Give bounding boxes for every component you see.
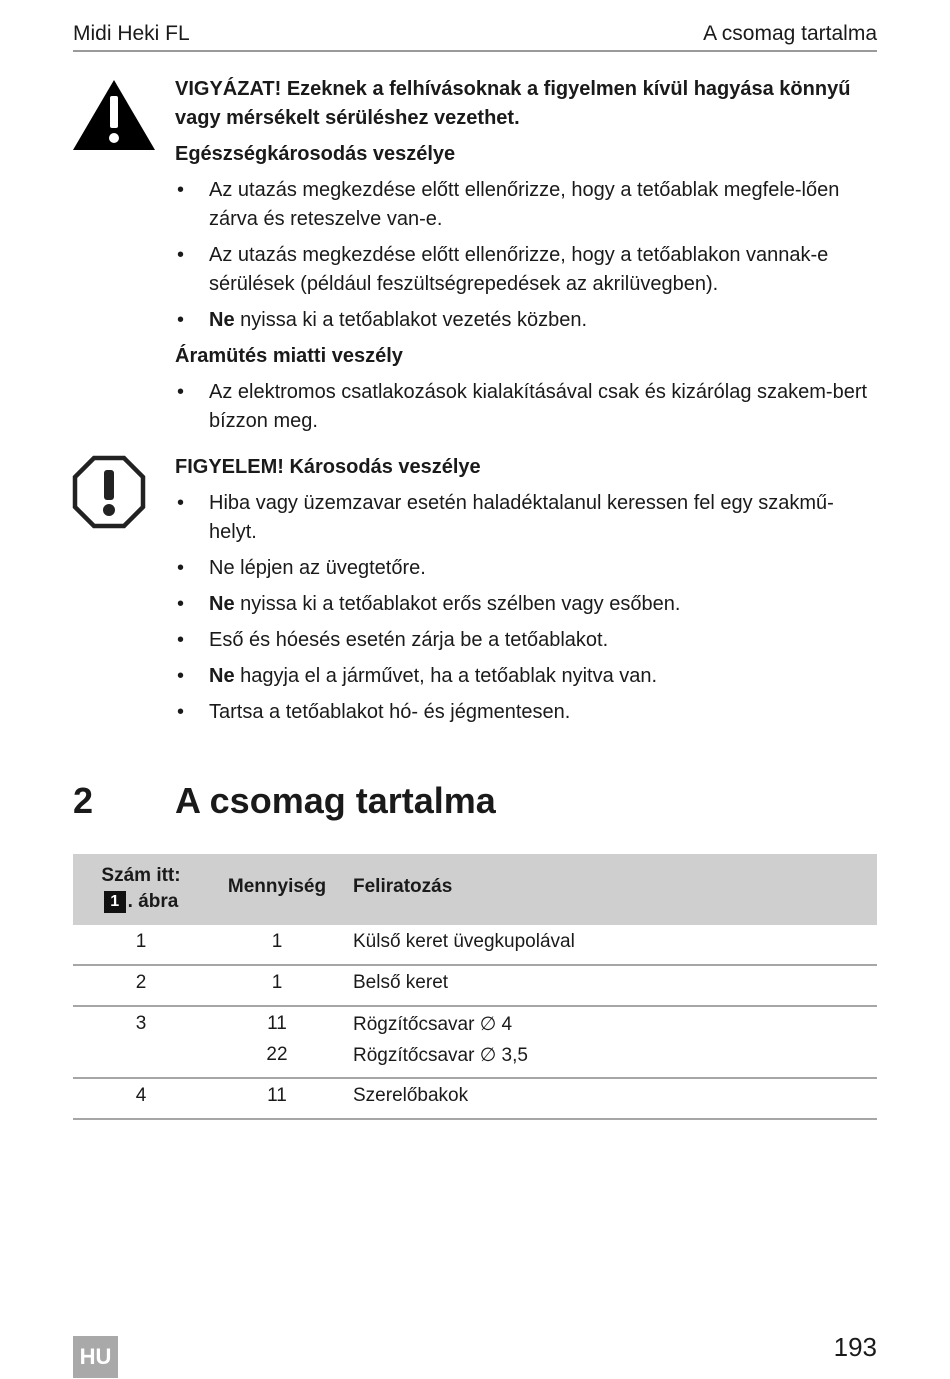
cell-quantity: 22 [266, 1044, 288, 1065]
notice-title: FIGYELEM! Károsodás veszélye [175, 456, 481, 478]
column-header-quantity: Mennyiség [227, 876, 327, 897]
page-number: 193 [833, 1332, 877, 1362]
section-heading-electric: Áramütés miatti veszély [175, 345, 403, 367]
column-header-number [73, 863, 209, 915]
cell-number: 4 [135, 1085, 147, 1106]
list-item [175, 626, 877, 655]
cell-quantity: 1 [271, 972, 283, 993]
bullet-text: Az utazás megkezdése előtt ellenőrizze, hogy a tetőablak megfele-lően zárva és reteszelve van-e. [209, 179, 840, 230]
list-item [175, 378, 877, 436]
cell-number: 1 [135, 931, 147, 952]
bullet-text: Az elektromos csatlakozások kialakításával csak és kizárólag szakem-bert bízzon meg. [209, 381, 868, 432]
bullet-text: Tartsa a tetőablakot hó- és jégmentesen. [209, 701, 571, 723]
cell-quantity: 1 [271, 931, 283, 952]
section-heading-health: Egészségkárosodás veszélye [175, 143, 456, 165]
bullet-text: Az utazás megkezdése előtt ellenőrizze, hogy a tetőablakon vannak-e sérülések (például feszültségrepedések az akrilüvegben). [209, 244, 829, 295]
bullet-text: Hiba vagy üzemzavar esetén haladéktalanul keressen fel egy szakmű-helyt. [209, 492, 834, 543]
contents-table [73, 854, 877, 1120]
bullet-text: nyissa ki a tetőablakot erős szélben vagy esőben. [234, 593, 681, 615]
list-item [175, 176, 877, 234]
list-item [175, 241, 877, 299]
header-product-name: Midi Heki FL [73, 22, 190, 45]
cell-label: Külső keret üvegkupolával [353, 931, 575, 952]
bullet-bold: Ne [209, 309, 235, 331]
cell-label: Belső keret [353, 972, 449, 993]
bullet-text: Ne lépjen az üvegtetőre. [209, 557, 426, 579]
cell-number: 3 [135, 1013, 147, 1034]
cell-label: Rögzítőcsavar ∅ 3,5 [353, 1045, 528, 1066]
table-header [73, 854, 877, 925]
bullet-text: nyissa ki a tetőablakot vezetés közben. [234, 309, 587, 331]
cell-quantity: 11 [267, 1013, 287, 1034]
cell-quantity: 11 [267, 1085, 287, 1106]
language-badge: HU [73, 1336, 118, 1378]
figure-reference-badge: 1 [104, 891, 126, 913]
table-row [73, 1007, 877, 1079]
caution-block [175, 75, 877, 436]
bullet-bold: Ne [209, 593, 235, 615]
notice-octagon-icon [72, 455, 146, 529]
bullet-text: Eső és hóesés esetén zárja be a tetőablakot. [209, 629, 609, 651]
bullet-bold: Ne [209, 665, 235, 687]
list-item [175, 306, 877, 335]
list-item [175, 662, 877, 691]
cell-label: Rögzítőcsavar ∅ 4 [353, 1014, 513, 1035]
list-item [175, 489, 877, 547]
table-row [73, 925, 877, 966]
column-header-label: Feliratozás [353, 876, 453, 897]
cell-number: 2 [135, 972, 147, 993]
table-row [73, 1079, 877, 1120]
chapter-title: A csomag tartalma [175, 780, 496, 821]
notice-block [175, 453, 877, 727]
caution-title: VIGYÁZAT! Ezeknek a felhívásoknak a figyelmen kívül hagyása könnyű vagy mérsékelt sérüléshez vezethet. [175, 78, 851, 129]
header-section-title: A csomag tartalma [703, 22, 877, 45]
header-number-line1: Szám itt: [101, 865, 181, 886]
header-number-line2: . ábra [127, 891, 179, 912]
chapter-number: 2 [73, 780, 94, 821]
list-item [175, 554, 877, 583]
cell-label: Szerelőbakok [353, 1085, 469, 1106]
bullet-text: hagyja el a járművet, ha a tetőablak nyitva van. [234, 665, 658, 687]
table-row [73, 966, 877, 1007]
warning-triangle-icon [72, 78, 156, 152]
header-divider [73, 50, 877, 52]
list-item [175, 590, 877, 619]
list-item [175, 698, 877, 727]
